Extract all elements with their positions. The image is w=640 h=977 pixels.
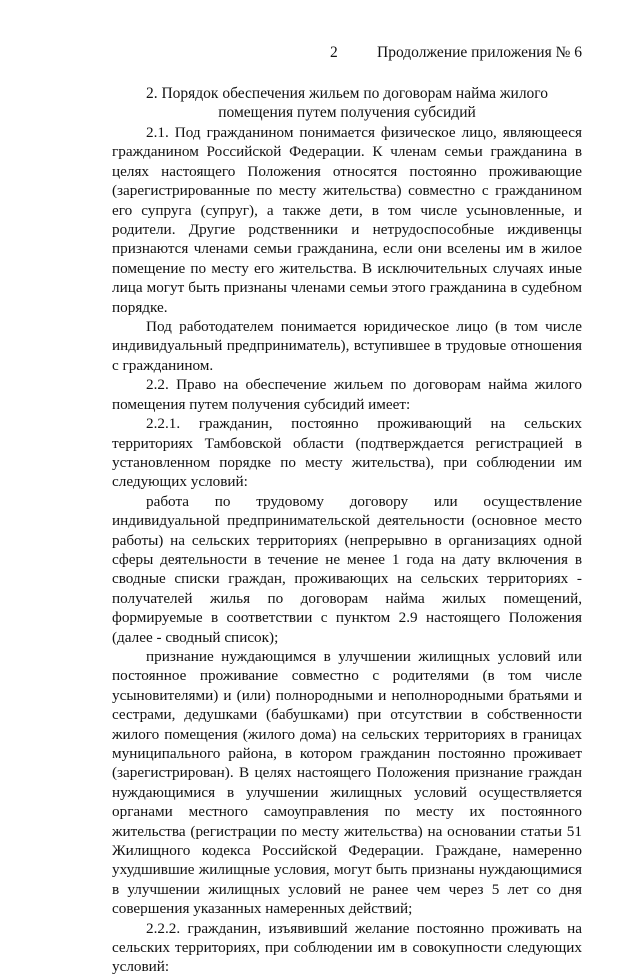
paragraph-2-2-2: 2.2.2. гражданин, изъявивший желание постоянно проживать на сельских территориях, при соблюдении им в совокупности следующих условий:: [112, 919, 582, 976]
paragraph-employer-definition: Под работодателем понимается юридическое лицо (в том числе индивидуальный предприниматель), вступившее в трудовые отношения с гражданином.: [112, 318, 582, 374]
page-header: [0, 44, 640, 64]
document-body: [112, 123, 582, 977]
page-number: 2: [330, 44, 338, 61]
appendix-continuation-title: Продолжение приложения № 6: [377, 44, 582, 61]
paragraph-2-1: 2.1. Под гражданином понимается физическое лицо, являющееся гражданином Российской Федерации. К членам семьи гражданина в целях настоящего Положения относятся постоянно проживающие (зарегистрированные по месту жительства) совместно с гражданином его супруга (супруг), а также дети, в том числе усыновленные, и родители. Другие родственники и нетрудоспособные иждивенцы признаются членами семьи гражданина, если они вселены им в жилое помещение по месту его жительства. В исключительных случаях иные лица могут быть признаны членами семьи этого гражданина в судебном порядке.: [112, 124, 582, 316]
paragraph-2-2-1: 2.2.1. гражданин, постоянно проживающий на сельских территориях Тамбовской области (подтверждается регистрацией в установленном порядке по месту жительства), при соблюдении им следующих условий:: [112, 415, 582, 491]
paragraph-2-2: 2.2. Право на обеспечение жильем по договорам найма жилого помещения путем получения субсидий имеет:: [112, 376, 582, 413]
paragraph-housing-need-condition: признание нуждающимся в улучшении жилищных условий или постоянное проживание совместно с родителями (в том числе усыновителями) и (или) полнородными и неполнородными братьями и сестрами, дедушками (бабушками) при отсутствии в собственности жилого помещения (жилого дома) на сельских территориях в границах муниципального района, в котором гражданин постоянно проживает (зарегистрирован). В целях настоящего Положения признание граждан нуждающимися в улучшении жилищных условий осуществляется органами местного самоуправления по месту их постоянного жительства (регистрации по месту жительства) на основании статьи 51 Жилищного кодекса Российской Федерации. Граждане, намеренно ухудшившие жилищные условия, могут быть признаны нуждающимися в улучшении жилищных условий не ранее чем через 5 лет со дня совершения указанных намеренных действий;: [112, 647, 582, 918]
section-heading: 2. Порядок обеспечения жильем по договорам найма жилого помещения путем получения субсидий: [145, 85, 549, 122]
paragraph-employment-condition: работа по трудовому договору или осуществление индивидуальной предпринимательской деятельности (основное место работы) на сельских территориях (непрерывно в организациях одной сферы деятельности в течение не менее 1 года на дату включения в сводные списки граждан, проживающих на сельских территориях - получателей жилья по договорам найма жилых помещений, формируемые в соответствии с пунктом 2.9 настоящего Положения (далее - сводный список);: [112, 492, 582, 646]
